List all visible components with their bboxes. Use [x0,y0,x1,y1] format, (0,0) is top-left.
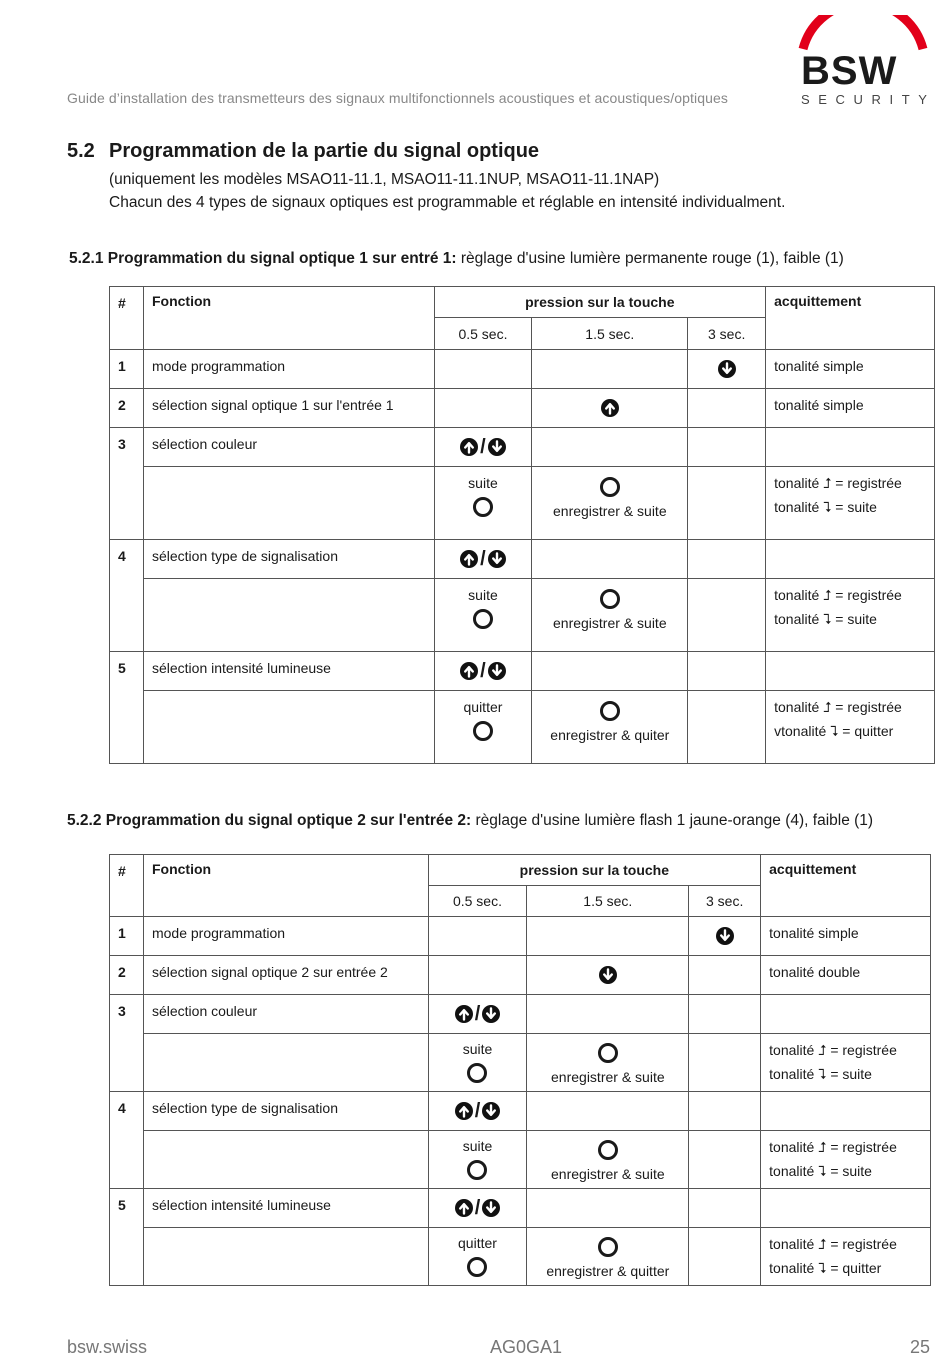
row-function: sélection type de signalisation [143,540,434,579]
col-header-ack: acquittement [766,287,935,350]
col-header-t1: 0.5 sec. [428,886,527,917]
table-row [110,1189,931,1228]
arrow-down-circle-icon [488,550,506,568]
row-number: 4 [110,1092,144,1189]
table-row [110,691,935,764]
circle-outline-icon [598,1237,618,1257]
table-row [110,917,931,956]
row-ack: tonalité simple [761,917,931,956]
circle-outline-icon [598,1043,618,1063]
footer-doc-code: AG0GA1 [490,1337,563,1357]
action-label: suite [462,1041,493,1057]
row-number: 4 [110,540,144,652]
slash-separator: / [474,1002,481,1025]
row-function: sélection couleur [143,995,428,1034]
section-description-line: Chacun des 4 types de signaux optiques est programmable et réglable en intensité individualment. [109,194,786,211]
subsection-heading-bold: 5.2.1 Programmation du signal optique 1 sur entré 1: [69,250,457,267]
ack-registered: tonalité ⮥ = registrée [769,1042,897,1058]
circle-outline-icon [473,721,493,741]
row-number: 2 [110,389,144,428]
row-number: 5 [110,1189,144,1286]
arrow-up-circle-icon [460,550,478,568]
row-number: 3 [110,995,144,1092]
slash-separator: / [480,659,486,682]
slash-separator: / [480,435,486,458]
arrow-down-circle-icon [488,438,506,456]
action-label: enregistrer & suite [553,615,667,631]
ack-registered: tonalité ⮥ = registrée [769,1139,897,1155]
arrow-down-circle-icon [599,966,617,984]
circle-outline-icon [473,609,493,629]
subsection-heading-rest: règlage d'usine lumière flash 1 jaune-orange (4), faible (1) [471,812,874,829]
subsection-heading-bold: 5.2.2 Programmation du signal optique 2 sur l'entrée 2: [67,812,472,829]
ack-next: tonalité ⮧ = suite [774,611,877,627]
up-down-icons [434,428,532,467]
arrow-up-circle-icon [601,399,619,417]
row-function: mode programmation [143,917,428,956]
row-ack: tonalité double [761,956,931,995]
col-header-t2: 1.5 sec. [532,318,688,350]
row-ack: tonalité simple [766,389,935,428]
circle-outline-icon [600,701,620,721]
row-function: mode programmation [143,350,434,389]
table-row [110,956,931,995]
action-label: suite [468,475,498,491]
arrow-down-circle-icon [488,662,506,680]
ack-registered: tonalité ⮥ = registrée [774,587,902,603]
ack-next: tonalité ⮧ = suite [774,499,877,515]
table-row [110,389,935,428]
up-down-icons [428,1189,527,1228]
col-header-t1: 0.5 sec. [434,318,532,350]
arrow-down-circle-icon [482,1199,500,1217]
circle-outline-icon [467,1160,487,1180]
action-label: suite [468,587,498,603]
col-header-function: Fonction [143,855,428,917]
arrow-down-circle-icon [482,1005,500,1023]
col-header-function: Fonction [143,287,434,350]
ack-registered: tonalité ⮥ = registrée [774,475,902,491]
logo-subtext: SECURITY [801,92,936,107]
row-number: 1 [110,917,144,956]
col-header-hash: # [110,855,144,917]
arrow-up-circle-icon [455,1005,473,1023]
table-row [110,1228,931,1286]
up-down-icons [434,652,532,691]
row-number: 1 [110,350,144,389]
footer-website: bsw.swiss [67,1337,148,1357]
page-number: 25 [910,1337,931,1357]
circle-outline-icon [467,1063,487,1083]
up-down-icons [428,1092,527,1131]
section-number: 5.2 [67,140,95,162]
table-row [110,652,935,691]
action-label: enregistrer & quitter [546,1263,670,1279]
col-header-hash: # [110,287,144,350]
col-header-press: pression sur la touche [434,287,766,318]
row-function: sélection signal optique 2 sur entrée 2 [143,956,428,995]
action-label: enregistrer & suite [553,503,667,519]
circle-outline-icon [600,477,620,497]
arrow-up-circle-icon [455,1199,473,1217]
arrow-up-circle-icon [460,662,478,680]
document-header-title: Guide d’installation des transmetteurs des signaux multifonctionnels acoustiques et acoustiques/optiques [67,90,729,106]
section-models-line: (uniquement les modèles MSAO11-11.1, MSAO11-11.1NUP, MSAO11-11.1NAP) [109,171,660,188]
table-row [110,995,931,1034]
action-label: quitter [458,1235,497,1251]
table-row [110,579,935,652]
row-function: sélection intensité lumineuse [143,1189,428,1228]
arrow-down-circle-icon [718,360,736,378]
section-title [67,140,539,163]
action-label: enregistrer & quiter [550,727,670,743]
section-title-text: Programmation de la partie du signal optique [109,140,540,162]
arrow-down-circle-icon [716,927,734,945]
arrow-up-circle-icon [455,1102,473,1120]
circle-outline-icon [473,497,493,517]
programming-table-2 [109,854,931,1286]
action-label: enregistrer & suite [551,1069,665,1085]
table-row [110,540,935,579]
table-row [110,1092,931,1131]
ack-next: tonalité ⮧ = suite [769,1066,872,1082]
ack-next: tonalité ⮧ = suite [769,1163,872,1179]
programming-table-1 [109,286,935,764]
col-header-t2: 1.5 sec. [527,886,689,917]
logo-text: BSW [801,49,898,93]
table-row [110,428,935,467]
row-number: 3 [110,428,144,540]
row-number: 5 [110,652,144,764]
subsection-heading-2 [67,812,873,830]
table-row [110,1034,931,1092]
circle-outline-icon [600,589,620,609]
subsection-heading-rest: règlage d'usine lumière permanente rouge (1), faible (1) [456,250,844,267]
up-down-icons [434,540,532,579]
table-row [110,467,935,540]
subsection-heading-1 [69,250,844,268]
row-function: sélection couleur [143,428,434,467]
ack-registered: tonalité ⮥ = registrée [769,1236,897,1252]
action-label: enregistrer & suite [551,1166,665,1182]
ack-quit: tonalité ⮧ = quitter [769,1260,882,1276]
ack-quit: vtonalité ⮧ = quitter [774,723,894,739]
up-down-icons [428,995,527,1034]
row-ack: tonalité simple [766,350,935,389]
table-row [110,1131,931,1189]
slash-separator: / [480,547,486,570]
slash-separator: / [474,1099,481,1122]
col-header-ack: acquittement [761,855,931,917]
row-function: sélection type de signalisation [143,1092,428,1131]
row-function: sélection signal optique 1 sur l'entrée 1 [143,389,434,428]
circle-outline-icon [467,1257,487,1277]
col-header-t3: 3 sec. [688,318,766,350]
action-label: quitter [463,699,503,715]
arrow-down-circle-icon [482,1102,500,1120]
arrow-up-circle-icon [460,438,478,456]
table-row [110,350,935,389]
row-function: sélection intensité lumineuse [143,652,434,691]
col-header-press: pression sur la touche [428,855,761,886]
circle-outline-icon [598,1140,618,1160]
row-number: 2 [110,956,144,995]
action-label: suite [462,1138,493,1154]
slash-separator: / [474,1196,481,1219]
ack-registered: tonalité ⮥ = registrée [774,699,902,715]
bsw-logo [795,15,940,110]
col-header-t3: 3 sec. [689,886,761,917]
